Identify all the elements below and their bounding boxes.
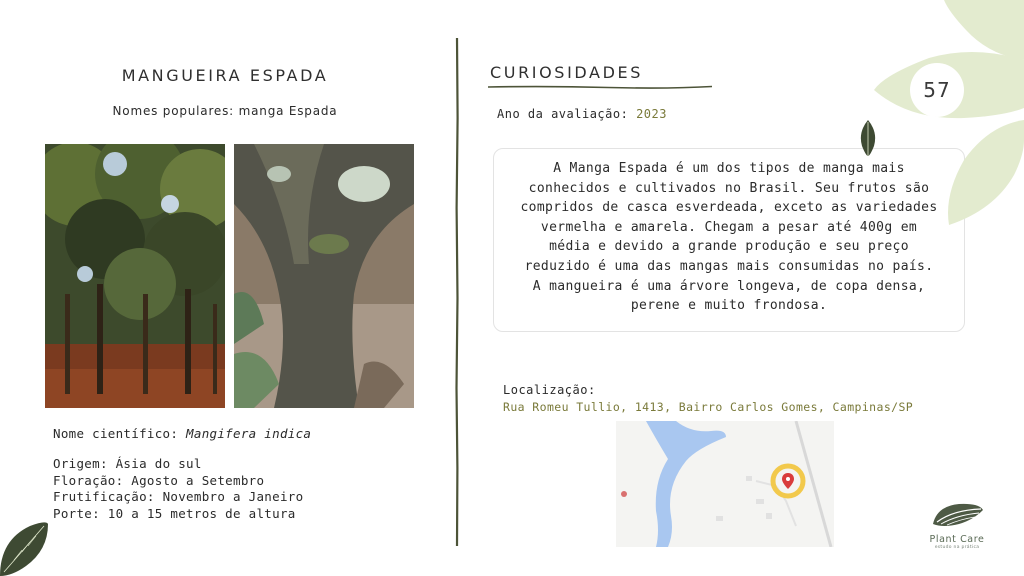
curiosities-line: perene e muito frondosa. — [630, 298, 828, 314]
fact-label: Frutificação: — [53, 489, 155, 504]
curiosities-line: compridos de casca esverdeada, exceto as variedades — [520, 200, 938, 216]
curiosities-line: A mangueira é uma árvore longeva, de copa densa, — [532, 278, 926, 294]
column-divider — [455, 38, 459, 546]
scientific-name — [53, 426, 311, 441]
curiosities-line: reduzido é uma das mangas mais consumidas no país. — [524, 258, 934, 274]
curiosities-title: CURIOSIDADES — [490, 63, 643, 82]
poi-marker-icon — [621, 491, 627, 497]
page-number: 57 — [910, 63, 964, 117]
photo-tree-trunk — [234, 144, 414, 408]
curiosities-line: média e devido a grande produção e seu preço — [549, 239, 909, 255]
scientific-name-value: Mangifera indica — [186, 426, 312, 441]
fact-origin — [53, 456, 303, 473]
plant-care-logo-icon — [929, 500, 985, 530]
fact-fruiting — [53, 489, 303, 506]
evaluation-year — [497, 107, 667, 121]
bottom-leaf-icon — [0, 520, 50, 576]
curiosities-line: conhecidos e cultivados no Brasil. Seu frutos são — [528, 180, 930, 196]
brand-logo — [925, 500, 989, 552]
curiosities-line: vermelha e amarela. Chegam a pesar até 400g em — [540, 219, 918, 235]
popular-names — [50, 104, 400, 118]
logo-name: Plant Care — [929, 534, 985, 545]
curiosities-line: A Manga Espada é um dos tipos de manga mais — [553, 161, 905, 176]
small-leaf-icon — [856, 118, 880, 158]
fact-value: Agosto a Setembro — [131, 472, 265, 488]
fact-label: Floração: — [53, 472, 124, 488]
year-value: 2023 — [636, 107, 667, 121]
location-map[interactable] — [616, 421, 834, 547]
fact-value: Ásia do sul — [115, 456, 202, 471]
species-facts — [53, 456, 303, 522]
scientific-name-label: Nome científico: — [53, 426, 179, 441]
species-title: MANGUEIRA ESPADA — [121, 66, 329, 85]
title-underline — [488, 85, 712, 89]
location-address: Rua Romeu Tullio, 1413, Bairro Carlos Gomes, Campinas/SP — [503, 400, 914, 414]
fact-label: Porte: — [53, 505, 100, 521]
photo-tree-canopy — [45, 144, 225, 408]
logo-tagline: estudo na prática — [934, 545, 980, 550]
popular-names-label: Nomes populares: — [112, 104, 235, 118]
fact-flowering — [53, 473, 303, 490]
fact-value: Novembro a Janeiro — [162, 489, 304, 504]
fact-size — [53, 506, 303, 523]
location-label: Localização: — [503, 383, 596, 397]
fact-value: 10 a 15 metros de altura — [107, 505, 296, 521]
year-label: Ano da avaliação: — [497, 107, 629, 121]
fact-label: Origem: — [53, 456, 108, 471]
popular-names-value: manga Espada — [238, 104, 338, 118]
